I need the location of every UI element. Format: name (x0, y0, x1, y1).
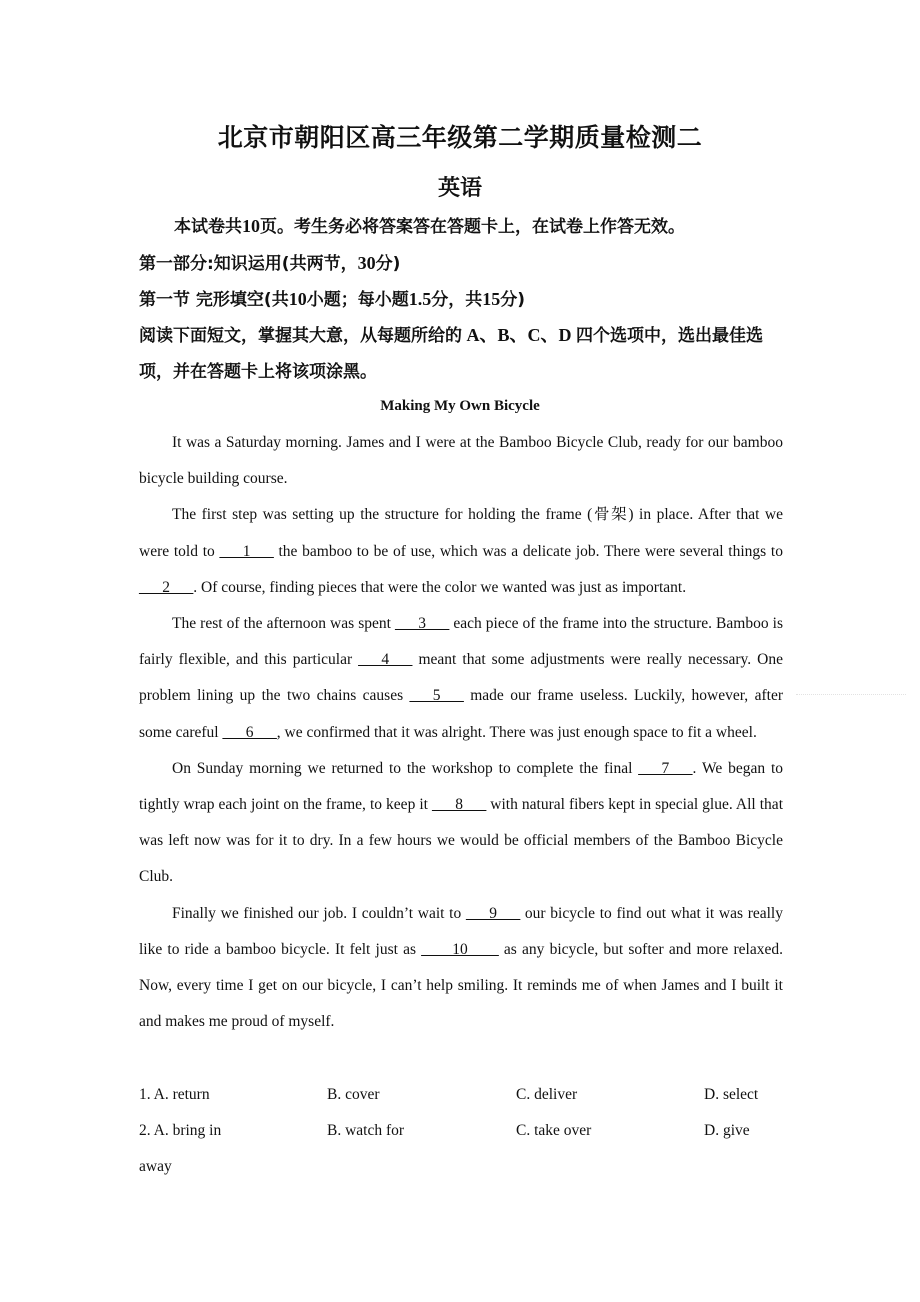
blank-10: ____10____ (421, 940, 499, 958)
blank-4: ___4___ (358, 651, 413, 669)
passage-body (139, 425, 783, 1040)
option-2d: D. give (704, 1122, 750, 1140)
blank-2: ___2___ (139, 578, 194, 596)
section-one-heading: 第一节 完形填空(共10小题；每小题1.5分，共15分) (139, 289, 525, 310)
blank-3: ___3___ (395, 615, 450, 633)
paragraph-4: On Sunday morning we returned to the workshop to complete the final ___7___. We began to tightly wrap each joint on the frame, to keep it ___8___ with natural fibers kept in special glue. All that was left now was for it to dry. In a few hours we would be official members of the Bamboo Bicycle Club. (139, 759, 784, 886)
option-2d-continued: away (139, 1158, 172, 1176)
exam-notice: 本试卷共10页。考生务必将答案答在答题卡上，在试卷上作答无效。 (174, 216, 685, 237)
passage-title: Making My Own Bicycle (380, 398, 540, 414)
blank-9: ___9___ (465, 904, 521, 922)
blank-7: ___7___ (638, 759, 693, 777)
blank-1: ___1___ (219, 542, 274, 560)
margin-dotted-line (796, 694, 906, 695)
part-one-heading: 第一部分:知识运用(共两节，30分) (139, 253, 401, 274)
option-1a: 1. A. return (139, 1086, 210, 1103)
blank-5: ___5___ (409, 687, 464, 705)
question-2-options (139, 1113, 783, 1149)
paragraph-1: It was a Saturday morning. James and I were at the Bamboo Bicycle Club, ready for our bamboo bicycle building course. (139, 434, 783, 488)
paragraph-3: The rest of the afternoon was spent ___3___ each piece of the frame into the structure. Bamboo is fairly flexible, and this particular ___4___ meant that some adjustments were really necessary. One problem lining up the two chains causes ___5___ made our frame useless. Luckily, however, after some careful ___6___, we confirmed that it was alright. There was just enough space to fit a wheel. (139, 615, 784, 741)
option-2a: 2. A. bring in (139, 1122, 222, 1140)
directions: 阅读下面短文，掌握其大意，从每题所给的 A、B、C、D 四个选项中，选出最佳选项，并在答题卡上将该项涂黑。 (139, 325, 764, 382)
blank-6: ___6___ (222, 723, 277, 741)
paragraph-5: Finally we finished our job. I couldn’t wait to ___9___ our bicycle to find out what it was really like to ride a bamboo bicycle. It felt just as ____10____ as any bicycle, but softer and more relaxed. Now, every time I get on our bicycle, I can’t help smiling. It reminds me of when James and I built it and makes me proud of myself. (139, 904, 783, 1031)
option-1c: C. deliver (516, 1086, 578, 1103)
blank-8: ___8___ (432, 796, 487, 814)
subject-heading: 英语 (437, 176, 482, 201)
option-2b: B. watch for (327, 1122, 405, 1140)
question-1-options (139, 1077, 783, 1113)
option-2c: C. take over (516, 1122, 592, 1140)
question-options (139, 1077, 783, 1186)
option-1d: D. select (704, 1086, 759, 1103)
exam-title: 北京市朝阳区高三年级第二学期质量检测二 (217, 123, 703, 152)
option-1b: B. cover (327, 1086, 380, 1103)
paragraph-2: The first step was setting up the structure for holding the frame (骨架) in place. After that we were told to ___1___ the bamboo to be of use, which was a delicate job. There were several things to ___2___. Of course, finding pieces that were the color we wanted was just as important. (139, 506, 783, 596)
